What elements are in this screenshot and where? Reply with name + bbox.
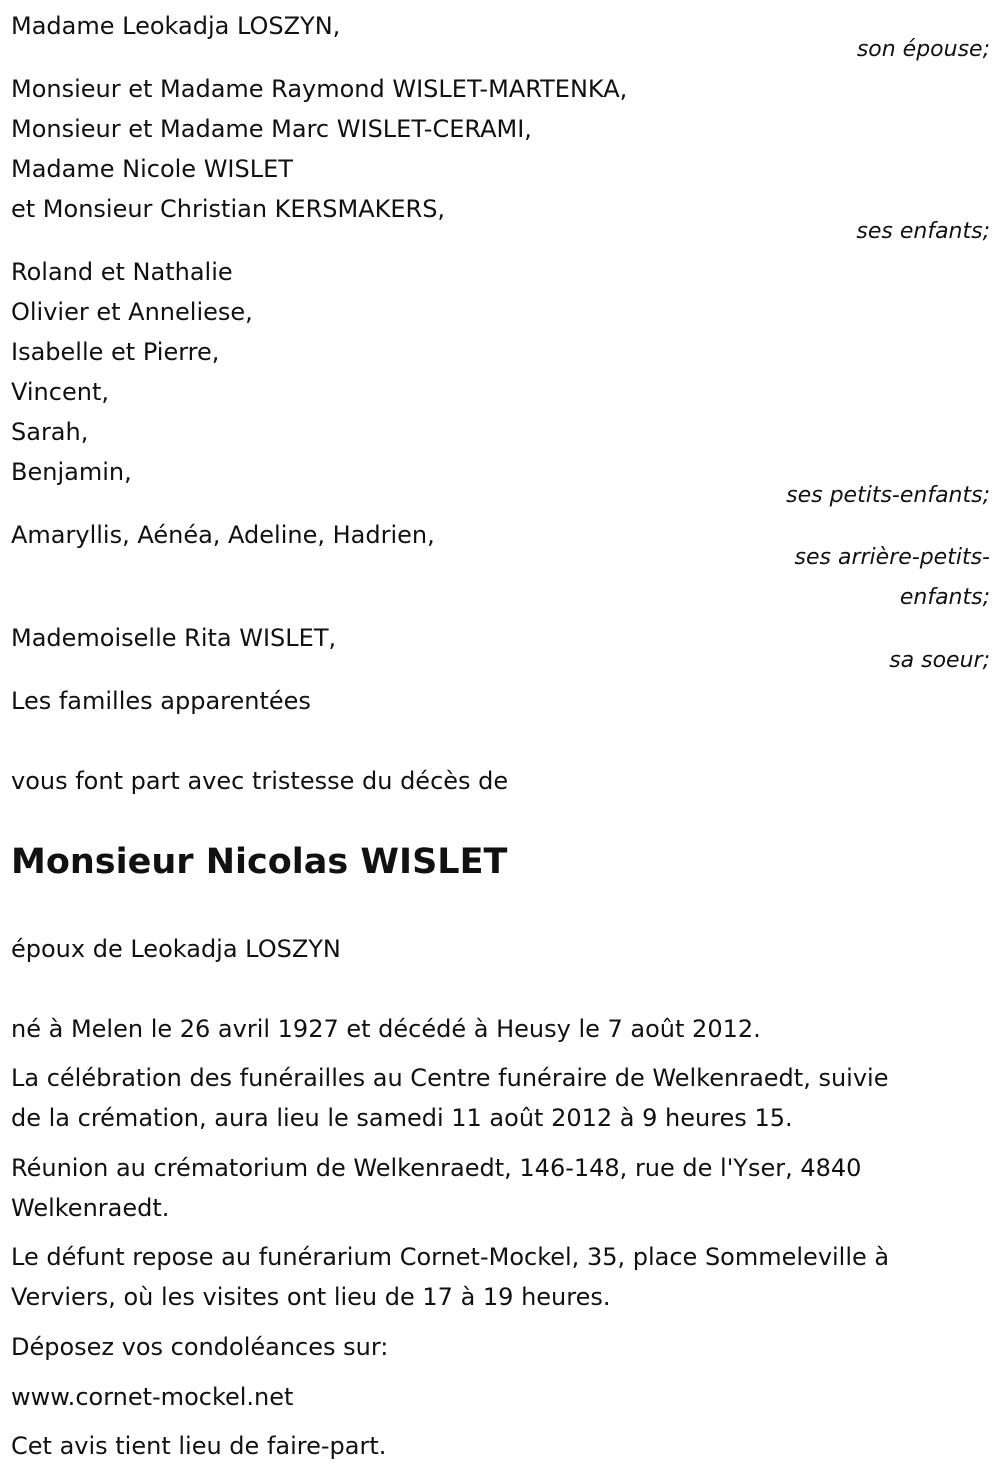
great-grandchildren-role-line2: enfants; [899,585,990,610]
grandchild-line: Benjamin, [11,458,132,486]
child-line: et Monsieur Christian KERSMAKERS, [11,195,446,223]
condolences-label: Déposez vos condoléances sur: [11,1333,389,1361]
grandchild-line: Olivier et Anneliese, [11,298,253,326]
children-role: ses enfants; [856,219,990,244]
repose-line: Le défunt repose au funérarium Cornet-Mockel, 35, place Sommeleville à [11,1243,890,1271]
grandchild-line: Roland et Nathalie [11,258,233,286]
deceased-name: Monsieur Nicolas WISLET [11,842,508,882]
great-grandchildren-line: Amaryllis, Aénéa, Adeline, Hadrien, [11,521,435,549]
child-line: Madame Nicole WISLET [11,155,293,183]
ceremony-line: La célébration des funérailles au Centre funéraire de Welkenraedt, suivie [11,1064,889,1092]
repose-line: Verviers, où les visites ont lieu de 17 à 19 heures. [11,1283,611,1311]
announcement-text: vous font part avec tristesse du décès de [11,767,509,795]
meeting-line: Réunion au crématorium de Welkenraedt, 146-148, rue de l'Yser, 4840 [11,1154,862,1182]
related-families-line: Les familles apparentées [11,687,311,715]
grandchild-line: Sarah, [11,418,89,446]
child-line: Monsieur et Madame Marc WISLET-CERAMI, [11,115,532,143]
meeting-line: Welkenraedt. [11,1194,170,1222]
sister-role: sa soeur; [889,648,990,673]
spouse-role: son épouse; [856,37,990,62]
grandchild-line: Vincent, [11,378,109,406]
grandchildren-role: ses petits-enfants; [786,483,990,508]
website-link[interactable]: www.cornet-mockel.net [11,1383,294,1411]
spouse-of-line: époux de Leokadja LOSZYN [11,935,341,963]
sister-line: Mademoiselle Rita WISLET, [11,624,337,652]
notice-line: Cet avis tient lieu de faire-part. [11,1432,387,1460]
spouse-name: Madame Leokadja LOSZYN, [11,12,341,40]
child-line: Monsieur et Madame Raymond WISLET-MARTENKA, [11,75,628,103]
birth-death-line: né à Melen le 26 avril 1927 et décédé à Heusy le 7 août 2012. [11,1015,761,1043]
ceremony-line: de la crémation, aura lieu le samedi 11 août 2012 à 9 heures 15. [11,1104,793,1132]
great-grandchildren-role-line1: ses arrière-petits- [794,545,990,570]
grandchild-line: Isabelle et Pierre, [11,338,220,366]
